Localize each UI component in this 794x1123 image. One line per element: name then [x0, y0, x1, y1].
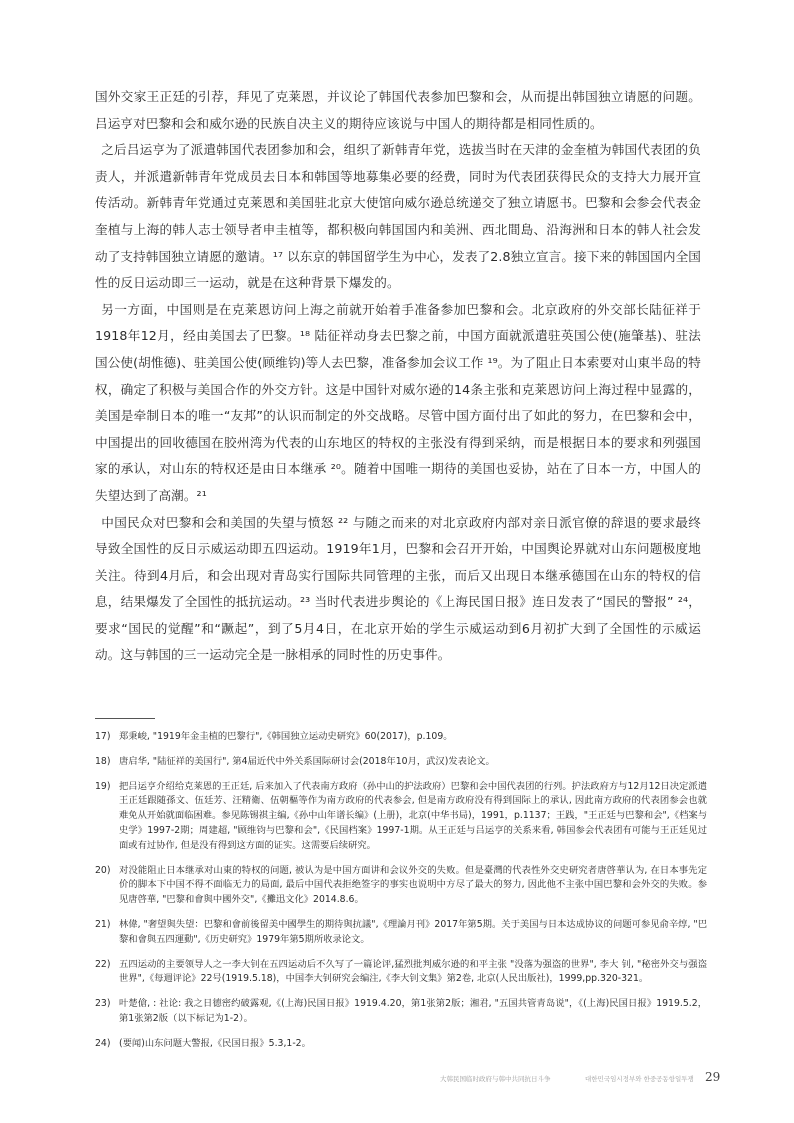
footnote [95, 755, 707, 770]
footnote-number: 17) [95, 731, 111, 742]
footnote-text: 对没能阻止日本继承对山東的特权的问题, 被认为是中国方面讲和会议外交的失败。但是臺灣的代表性外交史研究者唐啓華认为, 在日本事先定价的脚本下中国不得不面临无力的局面, 最后中国代表拒绝签字的事实也说明中方尽了最大的努力, 因此他不主张中国巴黎和会外交的失败。参见唐啓華, "巴黎和會與中國外交",《攤迅文化》2014.8.6。 [119, 864, 707, 906]
footnote-number: 23) [95, 998, 111, 1010]
footnote-number: 24) [95, 1037, 111, 1049]
footnote-number: 21) [95, 918, 111, 930]
footer-title-chinese: 大韩民国临时政府与韩中共同抗日斗争 [440, 1075, 551, 1083]
footnote [95, 730, 707, 745]
paragraph: 另一方面，中国则是在克莱恩访问上海之前就开始着手准备参加巴黎和会。北京政府的外交部长陆征祥于1918年12月，经由美国去了巴黎。¹⁸ 陆征祥动身去巴黎之前，中国方面就派遣驻英国公使(施肇基)、驻法国公使(胡惟德)、驻美国公使(顾维钧)等人去巴黎，准备参加会议工作 ¹⁹。为了阻止日本索要对山東半岛的特权，确定了积极与美国合作的外交方针。这是中国针对威尔逊的14条主张和克莱恩访问上海过程中显露的，美国是牵制日本的唯一“友邦”的认识而制定的外交战略。尽管中国方面付出了如此的努力，在巴黎和会中，中国提出的回收德国在胶州湾为代表的山东地区的特权的主张没有得到采纳，而是根据日本的要求和列强国家的承认，对山东的特权还是由日本继承 ²⁰。随着中国唯一期待的美国也妥协，站在了日本一方，中国人的失望达到了高潮。²¹ [95, 301, 701, 503]
footnote-text: 郑秉峻, "1919年金圭植的巴黎行",《韩国独立运动史研究》60(2017)，p.109。 [119, 731, 453, 742]
footnote-number: 18) [95, 755, 111, 767]
footnote-text: 叶楚傖, : 社论: 我之日德密约破露观,《(上海)民国日报》1919.4.20，第1张第2版；湘君, "五国共管青岛说"，《(上海)民国日报》1919.5.2，第1张第2版（以下标记为1-2）。 [119, 998, 707, 1024]
footnote-text: 唐启华, "陆征祥的美国行", 第4届近代中外关系国际研讨会(2018年10月，武汉)发表论文。 [119, 755, 495, 767]
page-footer [0, 1070, 794, 1090]
footnotes [95, 730, 707, 1062]
footnote-text: 把吕运亨介绍给克莱恩的王正廷, 后来加入了代表南方政府（孙中山的护法政府）巴黎和会中国代表团的行列。护法政府方与12月12日决定派遣王正廷跟随孫文、伍廷芳、汪精衛、伍朝樞等作为南方政府的代表参会, 但是南方政府没有得到国际上的承认, 因此南方政府的代表团参会也就难免从开始就面临困难。参见陈锡祺主编,《孙中山年谱长编》(上册)，北京(中华书局)，1991，p.1137；王践，"王正廷与巴黎和会",《档案与史学》1997-2期；周建超, "顾维钧与巴黎和会",《民国档案》1997-1期。从王正廷与吕运亨的关系来看, 韩国参会代表团有可能与王正廷见过面或有过协作, 但是没有得到这方面的证实。这需要后续研究。 [119, 780, 707, 851]
footnote-number: 22) [95, 958, 111, 970]
body-text [95, 84, 701, 669]
footnote-text: 林偉, "奢望與失望：巴黎和會前後留美中國學生的期待與抗議",《理論月刊》2017年第5期。关于美国与日本达成协议的问题可参见俞辛焞, "巴黎和會與五四運動",《历史研究》1979年第5期所收录论文。 [119, 918, 707, 945]
footnote-number: 19) [95, 780, 111, 792]
paragraph: 国外交家王正廷的引荐，拜见了克莱恩，并议论了韩国代表参加巴黎和会，从而提出韩国独立请愿的问题。吕运亨对巴黎和会和威尔逊的民族自决主义的期待应该说与中国人的期待都是相同性质的。 [95, 89, 701, 131]
footnote [95, 1037, 707, 1052]
paragraph: 之后吕运亨为了派遣韩国代表团参加和会，组织了新韩青年党，选拔当时在天津的金奎植为韩国代表团的负责人，并派遣新韩青年党成员去日本和韩国等地募集必要的经费，同时为代表团获得民众的支持大力展开宣传活动。新韩青年党通过克莱恩和美国驻北京大使馆向威尔逊总统递交了独立请愿书。巴黎和会参会代表金奎植与上海的韩人志士领导者申圭植等，都积极向韩国国内和美洲、西北間島、沿海洲和日本的韩人社会发动了支持韩国独立请愿的邀请。¹⁷ 以东京的韩国留学生为中心，发表了2.8独立宣言。接下来的韩国国内全国性的反日运动即三一运动，就是在这种背景下爆发的。 [95, 142, 701, 291]
footnote-text: (要闻)山东问题大警报,《民国日报》5.3,1-2。 [119, 1037, 311, 1049]
footnote-divider [95, 718, 155, 719]
footnote-text: 五四运动的主要领导人之一李大钊在五四运动后不久写了一篇论评,猛烈批判威尔逊的和平主张 "没落为强盗的世界", 李大 钊, "秘密外交与强盗世界",《每週评论》22号(1919.5.18)，中国李大钊研究会编注,《李大钊文集》第2卷, 北京(人民出版社)，1999,pp.320-321。 [119, 958, 707, 985]
page-number: 29 [705, 1070, 721, 1084]
paragraph: 中国民众对巴黎和会和美国的失望与愤怒 ²² 与随之而来的对北京政府内部对亲日派官僚的辞退的要求最终导致全国性的反日示威运动即五四运动。1919年1月，巴黎和会召开开始，中国舆论界就对山东问题极度地关注。待到4月后，和会出现对青岛实行国际共同管理的主张，而后又出现日本继承德国在山东的特权的信息，结果爆发了全国性的抵抗运动。²³ 当时代表进步舆论的《上海民国日报》连日发表了“国民的警报” ²⁴，要求“国民的觉醒”和“蹶起”，到了5月4日，在北京开始的学生示威运动到6月初扩大到了全国性的示威运动。这与韩国的三一运动完全是一脉相承的同时性的历史事件。 [95, 514, 701, 663]
footnote-number: 20) [95, 864, 111, 876]
footnote [95, 958, 707, 988]
footnote [95, 918, 707, 948]
footnote [95, 864, 707, 908]
footer-title-korean: 대한민국임시정부와 한중공동항일투쟁 [585, 1075, 694, 1083]
footnote [95, 780, 707, 854]
footnote [95, 997, 707, 1027]
